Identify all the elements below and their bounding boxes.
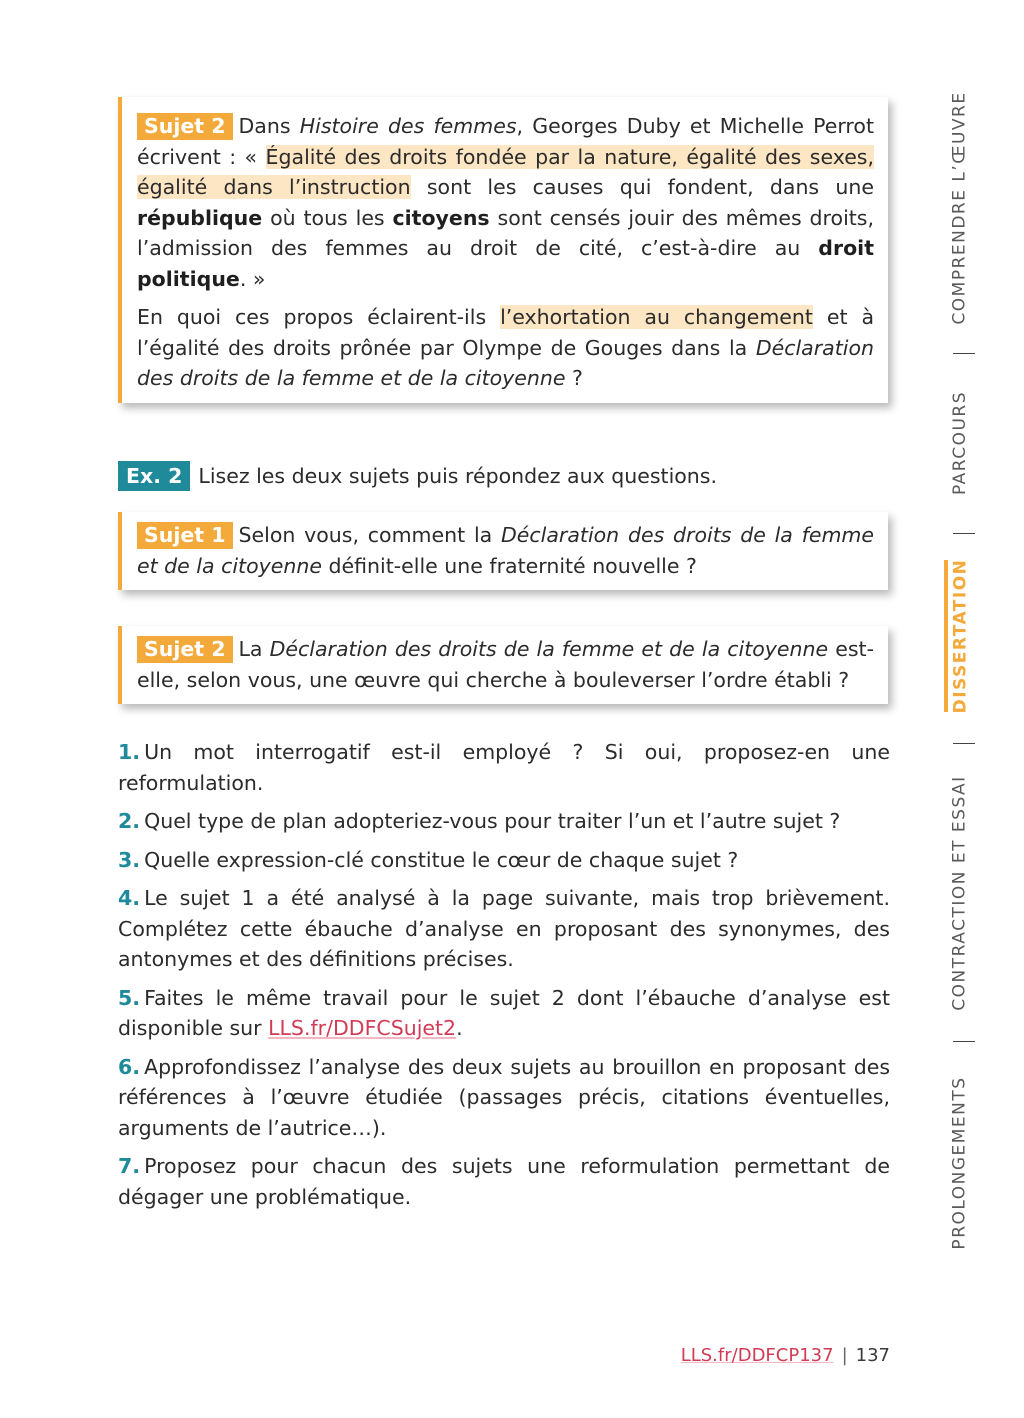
page-footer <box>681 1343 890 1369</box>
exercise-badge: Ex. 2 <box>118 461 190 491</box>
exercise-heading <box>118 461 717 491</box>
question-item: 1. Un mot interrogatif est-il employé ? Si oui, proposez-en une reformulation. <box>118 740 890 795</box>
question-item: 6. Approfondissez l’analyse des deux sujets au brouillon en proposant des références à l’œuvre étudiée (passages précis, citations éventuelles, arguments de l’autrice…). <box>118 1054 890 1140</box>
exercise-instruction: Lisez les deux sujets puis répondez aux questions. <box>198 464 717 488</box>
question-item: 3. Quelle expression-clé constitue le cœur de chaque sujet ? <box>118 847 739 872</box>
subject-badge: Sujet 2 <box>137 113 233 140</box>
sidebar-item-comprendre[interactable]: COMPRENDRE L’ŒUVRE <box>950 90 970 325</box>
question-item: 7. Proposez pour chacun des sujets une reformulation permettant de dégager une problématique. <box>118 1154 890 1209</box>
subject-badge: Sujet 1 <box>137 522 233 549</box>
subject-card-top <box>118 97 888 403</box>
footer-link[interactable]: LLS.fr/DDFCP137 <box>680 1345 834 1366</box>
subject-card-1: Sujet 1 Selon vous, comment la Déclaration des droits de la femme et de la citoyenne définit-elle une fraternité nouvelle ? <box>118 512 888 590</box>
sidebar-item-prolongements[interactable]: PROLONGEMENTS <box>950 1075 970 1250</box>
subject-card-2: Sujet 2 La Déclaration des droits de la femme et de la citoyenne est-elle, selon vous, une œuvre qui cherche à bouleverser l’ordre établi ? <box>118 626 888 704</box>
sidebar-divider <box>953 533 975 534</box>
subject-paragraph-2: En quoi ces propos éclairent-ils l’exhortation au changement et à l’égalité des droits prônée par Olympe de Gouges dans la Déclaration des droits de la femme et de la citoyenne ? <box>137 305 875 390</box>
sidebar-item-parcours[interactable]: PARCOURS <box>950 390 970 495</box>
question-item: 2. Quel type de plan adopteriez-vous pour traiter l’un et l’autre sujet ? <box>118 809 841 833</box>
question-item: 5. Faites le même travail pour le sujet 2 dont l’ébauche d’analyse est disponible sur LLS.fr/DDFCSujet2. <box>118 985 890 1040</box>
footer-separator: | <box>841 1345 848 1366</box>
subject-badge: Sujet 2 <box>137 636 233 663</box>
sidebar-item-dissertation[interactable]: DISSERTATION <box>950 558 971 714</box>
sidebar-divider <box>953 353 975 354</box>
question-list <box>118 737 890 1220</box>
question-item: 4. Le sujet 1 a été analysé à la page suivante, mais trop brièvement. Complétez cette ébauche d’analyse en proposant des synonymes, des antonymes et des définitions précises. <box>118 886 890 971</box>
subject-paragraph-1: Sujet 2 Dans Histoire des femmes, Georges Duby et Michelle Perrot écrivent : « Égalité des droits fondée par la nature, égalité des sexes, égalité dans l’instruction sont les causes qui fondent, dans une république où tous les citoyens sont censés jouir des mêmes droits, l’admission des femmes au droit de cité, c’est-à-dire au droit politique. » <box>137 114 875 291</box>
sidebar-divider <box>953 1041 975 1042</box>
resource-link[interactable]: LLS.fr/DDFCSujet2 <box>268 1016 457 1040</box>
sidebar-item-contraction[interactable]: CONTRACTION ET ESSAI <box>950 774 971 1011</box>
sidebar-divider <box>953 743 975 744</box>
highlighted-quote: Égalité des droits fondée par la nature, égalité des sexes, égalité dans l’instruction <box>137 144 875 199</box>
page-number: 137 <box>855 1345 890 1366</box>
highlighted-phrase: l’exhortation au changement <box>500 305 813 329</box>
